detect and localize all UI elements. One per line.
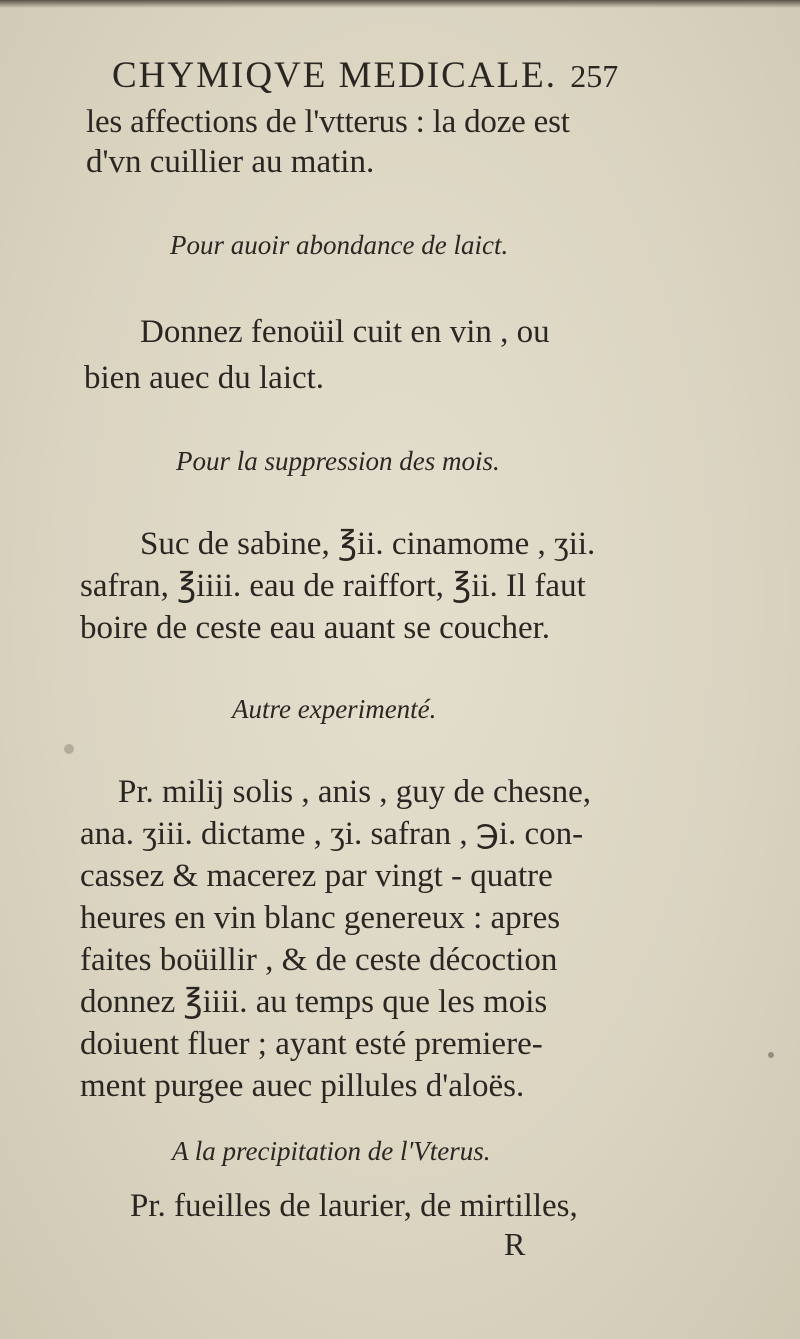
text-line: ment purgee auec pillules d'aloës. xyxy=(80,1068,525,1104)
text-line: ana. ʒiii. dictame , ʒi. safran , ℈i. con- xyxy=(80,816,584,852)
show-through xyxy=(560,180,760,480)
text-line: faites boüillir , & de ceste décoction xyxy=(80,942,558,978)
text-line: donnez ℥iiii. au temps que les mois xyxy=(80,984,548,1020)
section-title: A la precipitation de l'Vterus. xyxy=(172,1136,491,1166)
text-line: les affections de l'vtterus : la doze est xyxy=(86,104,570,140)
text-line: Pr. milij solis , anis , guy de chesne, xyxy=(118,774,591,810)
text-line: Donnez fenoüil cuit en vin , ou xyxy=(140,314,550,350)
ink-speck xyxy=(64,744,74,754)
page-edge-shadow xyxy=(0,0,800,8)
text-line: safran, ℥iiii. eau de raiffort, ℥ii. Il faut xyxy=(80,568,586,604)
running-header xyxy=(112,54,642,97)
ink-speck xyxy=(768,1052,774,1058)
text-line: Suc de sabine, ℥ii. cinamome , ʒii. xyxy=(140,526,596,562)
text-line: Pr. fueilles de laurier, de mirtilles, xyxy=(130,1188,578,1224)
section-title: Pour auoir abondance de laict. xyxy=(170,230,509,260)
text-line: doiuent fluer ; ayant esté premiere- xyxy=(80,1026,543,1062)
catchword: R xyxy=(504,1226,526,1262)
text-line: d'vn cuillier au matin. xyxy=(86,144,375,180)
page-number: 257 xyxy=(570,58,619,94)
text-line: heures en vin blanc genereux : apres xyxy=(80,900,561,936)
section-title: Pour la suppression des mois. xyxy=(176,446,500,476)
section-title: Autre experimenté. xyxy=(232,694,437,724)
running-title: CHYMIQVE MEDICALE. xyxy=(112,55,558,96)
text-line: cassez & macerez par vingt - quatre xyxy=(80,858,553,894)
text-line: bien auec du laict. xyxy=(84,360,325,396)
text-line: boire de ceste eau auant se coucher. xyxy=(80,610,551,646)
